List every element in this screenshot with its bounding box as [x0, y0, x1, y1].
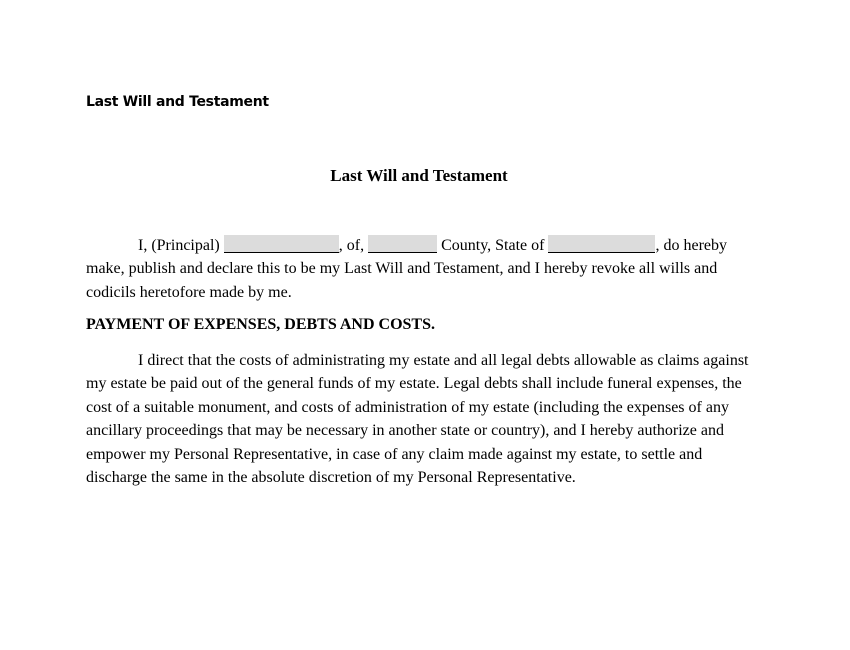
- intro-text-part4: , do hereby make, publish and declare this to be my Last Will and Testament, and I hereby revoke all wills and codicils heretofore made by me.: [86, 237, 728, 301]
- header-title: Last Will and Testament: [86, 94, 269, 110]
- state-field[interactable]: [548, 235, 655, 253]
- county-field[interactable]: [368, 235, 437, 253]
- intro-text-part1: I, (Principal): [138, 237, 224, 254]
- document-title: [0, 166, 850, 186]
- section-body-payment: I direct that the costs of administrating my estate and all legal debts allowable as claims against my estate be paid out of the general funds of my estate. Legal debts shall include funeral expenses, the cost of a suitable monument, and costs of administration of my estate (including the expenses of any ancillary proceedings that may be necessary in another state or country), and I hereby authorize and empower my Personal Representative, in case of any claim made against my estate, to settle and discharge the same in the absolute discretion of my Personal Representative.: [86, 352, 749, 487]
- intro-text-part2: , of,: [338, 237, 369, 254]
- intro-paragraph: [86, 234, 766, 304]
- document-title-text: Last Will and Testament: [330, 166, 508, 185]
- principal-name-field[interactable]: [224, 235, 339, 253]
- section-heading-payment: PAYMENT OF EXPENSES, DEBTS AND COSTS.: [86, 316, 435, 333]
- intro-text-part3: County, State of: [437, 237, 549, 254]
